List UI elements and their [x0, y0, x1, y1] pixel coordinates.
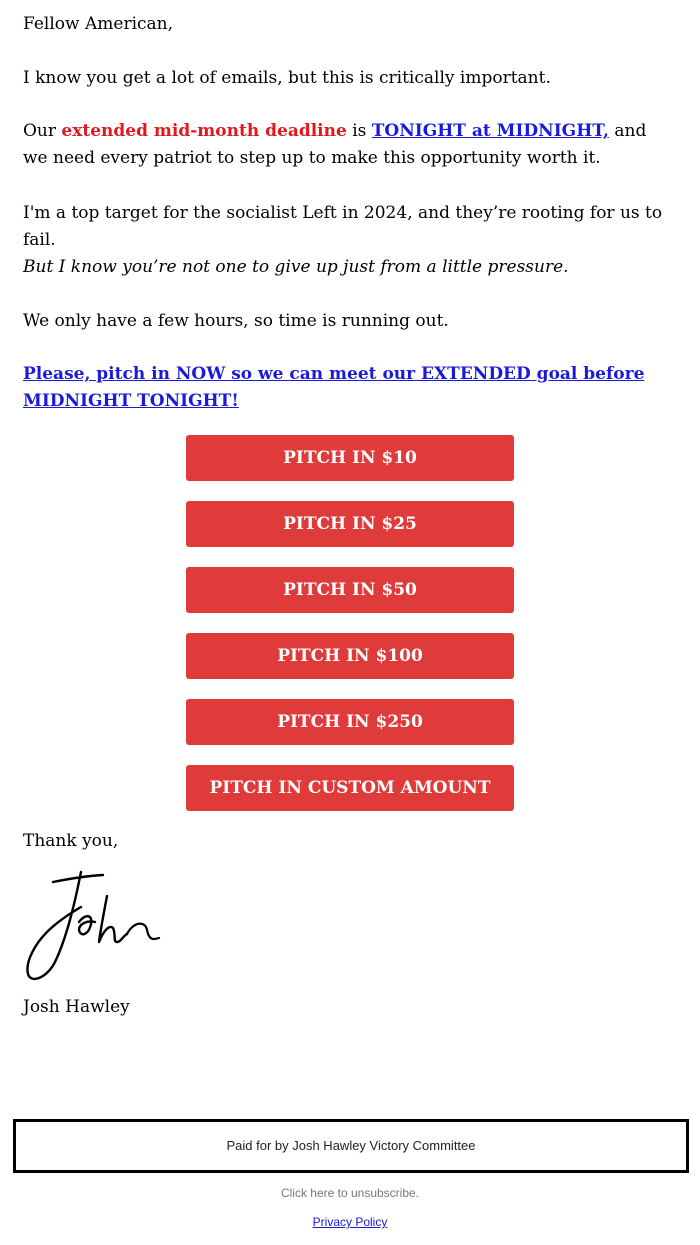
target-text: I'm a top target for the socialist Left in 2024, and they’re rooting for us to fail. — [23, 203, 663, 250]
pitch-in-25-button[interactable]: PITCH IN $25 — [186, 501, 514, 547]
deadline-highlight: extended mid-month deadline — [61, 121, 347, 141]
intro-text: I know you get a lot of emails, but this is critically important. — [23, 68, 551, 88]
hours-text: We only have a few hours, so time is running out. — [23, 311, 449, 331]
pitch-in-50-button[interactable]: PITCH IN $50 — [186, 567, 514, 613]
privacy-policy-link[interactable]: Privacy Policy — [312, 1215, 388, 1229]
deadline-middle: is — [346, 121, 372, 141]
pitch-in-now-link[interactable]: Please, pitch in NOW so we can meet our EXTENDED goal before MIDNIGHT TONIGHT! — [23, 364, 645, 411]
pitch-in-10-button[interactable]: PITCH IN $10 — [186, 435, 514, 481]
deadline-suffix: and we need every patriot to step up to make this opportunity worth it. — [23, 121, 647, 168]
thanks-text: Thank you, — [23, 831, 119, 851]
cta-paragraph — [23, 361, 663, 415]
sender-name: Josh Hawley — [23, 997, 130, 1017]
deadline-prefix: Our — [23, 121, 62, 141]
privacy-section — [0, 1215, 700, 1229]
pitch-in-250-button[interactable]: PITCH IN $250 — [186, 699, 514, 745]
tonight-midnight-link[interactable]: TONIGHT at MIDNIGHT, — [371, 121, 609, 141]
signature-image — [23, 862, 163, 987]
greeting-text: Fellow American, — [23, 14, 174, 34]
pitch-in-100-button[interactable]: PITCH IN $100 — [186, 633, 514, 679]
pitch-in-custom-button[interactable]: PITCH IN CUSTOM AMOUNT — [186, 765, 514, 811]
deadline-paragraph — [23, 118, 673, 172]
donation-buttons — [186, 435, 514, 831]
paid-for-disclaimer: Paid for by Josh Hawley Victory Committee — [13, 1119, 689, 1173]
pressure-text: But I know you’re not one to give up just from a little pressure. — [23, 257, 569, 277]
unsubscribe-link[interactable]: Click here to unsubscribe. — [280, 1186, 420, 1200]
